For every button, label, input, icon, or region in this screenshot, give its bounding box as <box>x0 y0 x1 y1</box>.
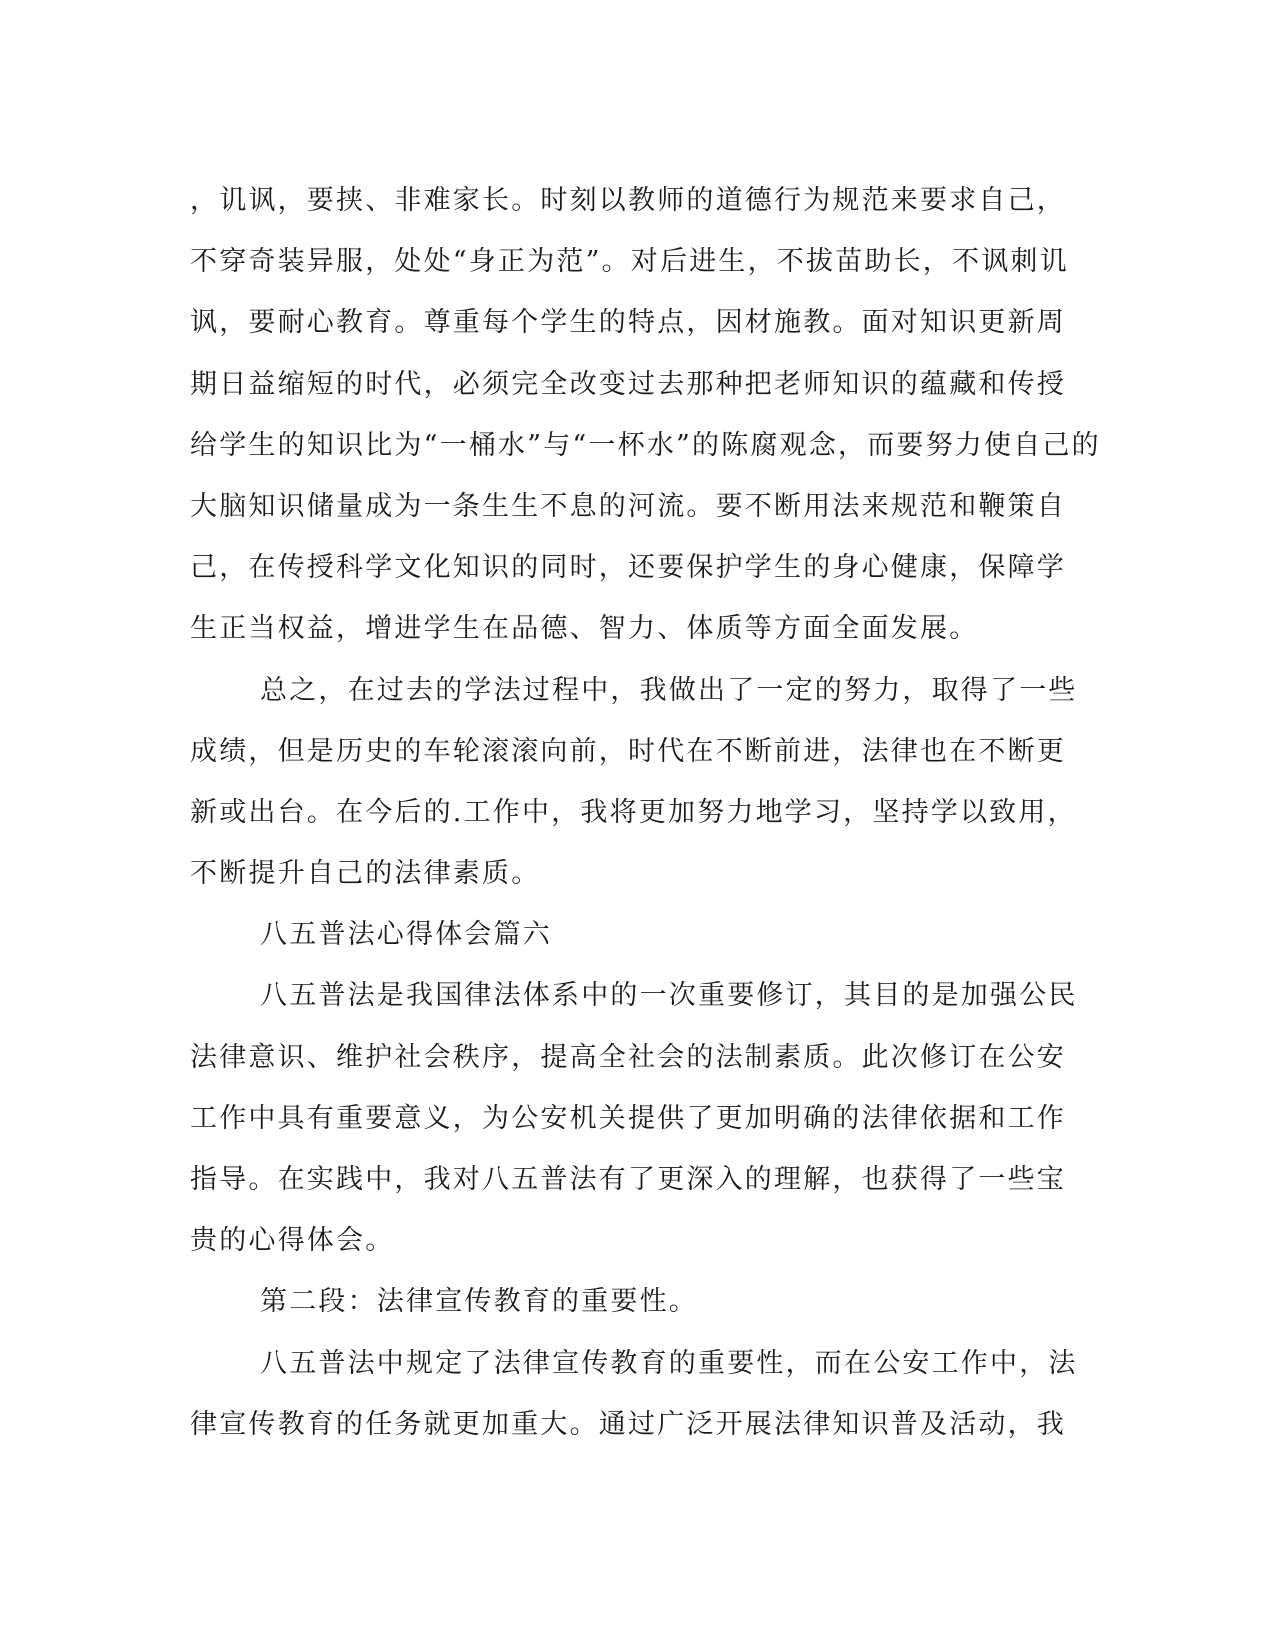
text-line: 成绩，但是历史的车轮滚滚向前，时代在不断前进，法律也在不断更 <box>190 735 1066 767</box>
paragraph-start-line: 总之，在过去的学法过程中，我做出了一定的努力，取得了一些 <box>260 674 1078 706</box>
text-line: 法律意识、维护社会秩序，提高全社会的法制素质。此次修订在公安 <box>190 1041 1066 1073</box>
text-line: 不穿奇装异服，处处“身正为范”。对后进生，不拔苗助长，不讽刺讥 <box>190 246 1069 278</box>
text-line: 生正当权益，增进学生在品德、智力、体质等方面全面发展。 <box>190 613 979 645</box>
text-line: 己，在传授科学文化知识的同时，还要保护学生的身心健康，保障学 <box>190 552 1066 584</box>
paragraph-start-line: 八五普法是我国律法体系中的一次重要修订，其目的是加强公民 <box>260 980 1078 1012</box>
section-heading: 八五普法心得体会篇六 <box>260 919 552 951</box>
document-body <box>190 170 1101 1455</box>
text-line: 工作中具有重要意义，为公安机关提供了更加明确的法律依据和工作 <box>190 1102 1066 1134</box>
text-line: 期日益缩短的时代，必须完全改变过去那种把老师知识的蕴藏和传授 <box>190 368 1066 400</box>
text-line: 贵的心得体会。 <box>190 1225 395 1257</box>
subsection-heading: 第二段：法律宣传教育的重要性。 <box>260 1286 698 1318</box>
text-line: 给学生的知识比为“一桶水”与“一杯水”的陈腐观念，而要努力使自己的 <box>190 429 1101 461</box>
text-line: 不断提升自己的法律素质。 <box>190 858 541 890</box>
text-line: 指导。在实践中，我对八五普法有了更深入的理解，也获得了一些宝 <box>190 1164 1066 1195</box>
text-line: 新或出台。在今后的.工作中，我将更加努力地学习，坚持学以致用， <box>190 796 1077 828</box>
paragraph-start-line: 八五普法中规定了法律宣传教育的重要性，而在公安工作中，法 <box>260 1347 1078 1379</box>
text-line: ，讥讽，要挟、非难家长。时刻以教师的道德行为规范来要求自己， <box>190 185 1066 216</box>
text-line: 律宣传教育的任务就更加重大。通过广泛开展法律知识普及活动，我 <box>190 1408 1066 1440</box>
text-line: 大脑知识储量成为一条生生不息的河流。要不断用法来规范和鞭策自 <box>190 490 1066 522</box>
text-line: 讽，要耐心教育。尊重每个学生的特点，因材施教。面对知识更新周 <box>190 307 1066 339</box>
